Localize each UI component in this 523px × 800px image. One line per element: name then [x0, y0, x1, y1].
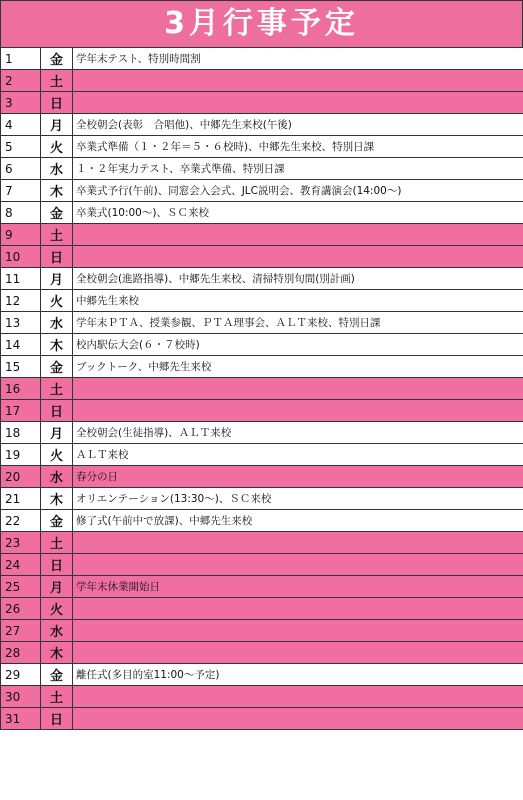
weekday-cell: 日	[41, 708, 73, 730]
event-cell: 中郷先生来校	[73, 290, 523, 312]
event-cell: 学年末テスト、特別時間割	[73, 48, 523, 70]
schedule-table-body	[1, 48, 523, 730]
event-cell: 全校朝会(進路指導)、中郷先生来校、清掃特別旬間(別計画)	[73, 268, 523, 290]
table-row	[1, 158, 523, 180]
date-cell: 20	[1, 466, 41, 488]
table-row	[1, 642, 523, 664]
event-cell: 全校朝会(生徒指導)、ＡＬＴ来校	[73, 422, 523, 444]
table-row	[1, 356, 523, 378]
table-row	[1, 334, 523, 356]
date-cell: 23	[1, 532, 41, 554]
table-row	[1, 598, 523, 620]
table-row	[1, 224, 523, 246]
date-cell: 9	[1, 224, 41, 246]
weekday-cell: 火	[41, 598, 73, 620]
weekday-cell: 金	[41, 510, 73, 532]
table-row	[1, 488, 523, 510]
date-cell: 10	[1, 246, 41, 268]
table-row	[1, 620, 523, 642]
event-cell: １・２年実力テスト、卒業式準備、特別日課	[73, 158, 523, 180]
weekday-cell: 土	[41, 224, 73, 246]
date-cell: 28	[1, 642, 41, 664]
date-cell: 11	[1, 268, 41, 290]
weekday-cell: 月	[41, 576, 73, 598]
weekday-cell: 日	[41, 400, 73, 422]
event-cell: 離任式(多目的室11:00～予定)	[73, 664, 523, 686]
schedule-table	[0, 47, 523, 730]
date-cell: 12	[1, 290, 41, 312]
table-row	[1, 532, 523, 554]
event-cell	[73, 642, 523, 664]
date-cell: 16	[1, 378, 41, 400]
date-cell: 29	[1, 664, 41, 686]
date-cell: 5	[1, 136, 41, 158]
table-row	[1, 664, 523, 686]
table-row	[1, 312, 523, 334]
weekday-cell: 水	[41, 158, 73, 180]
weekday-cell: 土	[41, 686, 73, 708]
table-row	[1, 114, 523, 136]
table-row	[1, 202, 523, 224]
weekday-cell: 月	[41, 114, 73, 136]
weekday-cell: 火	[41, 444, 73, 466]
date-cell: 19	[1, 444, 41, 466]
date-cell: 17	[1, 400, 41, 422]
table-row	[1, 48, 523, 70]
date-cell: 18	[1, 422, 41, 444]
weekday-cell: 水	[41, 466, 73, 488]
event-cell	[73, 70, 523, 92]
date-cell: 22	[1, 510, 41, 532]
table-row	[1, 246, 523, 268]
date-cell: 3	[1, 92, 41, 114]
weekday-cell: 土	[41, 532, 73, 554]
weekday-cell: 木	[41, 334, 73, 356]
date-cell: 14	[1, 334, 41, 356]
table-row	[1, 400, 523, 422]
event-cell	[73, 378, 523, 400]
event-cell: 卒業式(10:00～)、ＳＣ来校	[73, 202, 523, 224]
weekday-cell: 金	[41, 202, 73, 224]
weekday-cell: 土	[41, 70, 73, 92]
table-row	[1, 268, 523, 290]
weekday-cell: 水	[41, 620, 73, 642]
date-cell: 7	[1, 180, 41, 202]
event-cell: 校内駅伝大会(６・７校時)	[73, 334, 523, 356]
event-cell	[73, 686, 523, 708]
event-cell	[73, 532, 523, 554]
weekday-cell: 日	[41, 246, 73, 268]
weekday-cell: 木	[41, 488, 73, 510]
weekday-cell: 水	[41, 312, 73, 334]
event-cell	[73, 708, 523, 730]
weekday-cell: 日	[41, 92, 73, 114]
weekday-cell: 火	[41, 136, 73, 158]
date-cell: 21	[1, 488, 41, 510]
date-cell: 15	[1, 356, 41, 378]
event-cell: ブックトーク、中郷先生来校	[73, 356, 523, 378]
weekday-cell: 月	[41, 422, 73, 444]
event-cell	[73, 400, 523, 422]
date-cell: 4	[1, 114, 41, 136]
title-bar	[0, 0, 523, 47]
table-row	[1, 92, 523, 114]
table-row	[1, 466, 523, 488]
table-row	[1, 422, 523, 444]
event-cell	[73, 554, 523, 576]
weekday-cell: 月	[41, 268, 73, 290]
event-cell: オリエンテーション(13:30～)、ＳＣ来校	[73, 488, 523, 510]
event-cell	[73, 224, 523, 246]
date-cell: 27	[1, 620, 41, 642]
event-cell	[73, 598, 523, 620]
event-cell: 春分の日	[73, 466, 523, 488]
weekday-cell: 木	[41, 180, 73, 202]
table-row	[1, 686, 523, 708]
table-row	[1, 290, 523, 312]
date-cell: 6	[1, 158, 41, 180]
weekday-cell: 金	[41, 48, 73, 70]
date-cell: 13	[1, 312, 41, 334]
event-cell	[73, 92, 523, 114]
table-row	[1, 554, 523, 576]
page-title: 3月行事予定	[164, 6, 359, 41]
date-cell: 26	[1, 598, 41, 620]
event-cell: 学年末ＰＴＡ、授業参観、ＰＴＡ理事会、ＡＬＴ来校、特別日課	[73, 312, 523, 334]
table-row	[1, 70, 523, 92]
table-row	[1, 708, 523, 730]
table-row	[1, 136, 523, 158]
date-cell: 24	[1, 554, 41, 576]
weekday-cell: 金	[41, 664, 73, 686]
event-cell: 全校朝会(表彰 合唱他)、中郷先生来校(午後)	[73, 114, 523, 136]
date-cell: 2	[1, 70, 41, 92]
date-cell: 8	[1, 202, 41, 224]
table-row	[1, 510, 523, 532]
event-cell: 卒業式準備（１・２年＝５・６校時)、中郷先生来校、特別日課	[73, 136, 523, 158]
event-cell: ＡＬＴ来校	[73, 444, 523, 466]
table-row	[1, 180, 523, 202]
weekday-cell: 火	[41, 290, 73, 312]
event-cell	[73, 620, 523, 642]
event-cell	[73, 246, 523, 268]
event-cell: 修了式(午前中で放課)、中郷先生来校	[73, 510, 523, 532]
weekday-cell: 木	[41, 642, 73, 664]
event-cell: 学年末休業開始日	[73, 576, 523, 598]
weekday-cell: 日	[41, 554, 73, 576]
date-cell: 30	[1, 686, 41, 708]
table-row	[1, 378, 523, 400]
date-cell: 25	[1, 576, 41, 598]
table-row	[1, 444, 523, 466]
table-row	[1, 576, 523, 598]
weekday-cell: 金	[41, 356, 73, 378]
weekday-cell: 土	[41, 378, 73, 400]
date-cell: 31	[1, 708, 41, 730]
event-cell: 卒業式予行(午前)、同窓会入会式、JLC説明会、教育講演会(14:00～)	[73, 180, 523, 202]
date-cell: 1	[1, 48, 41, 70]
